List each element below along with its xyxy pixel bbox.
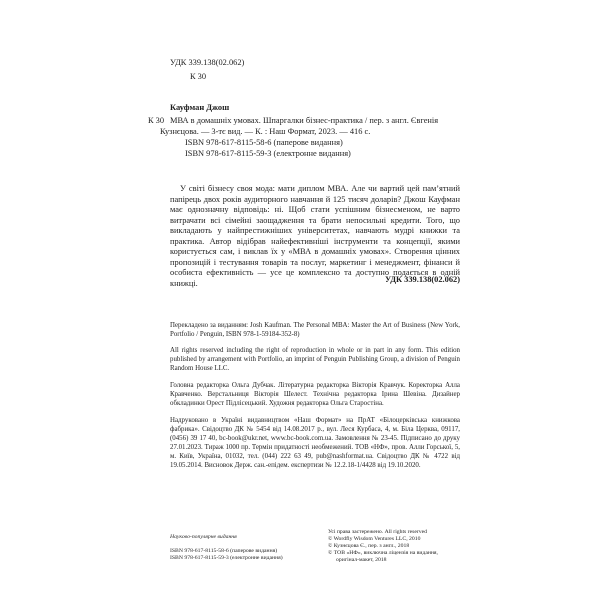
card-side-code: К 30 bbox=[148, 116, 165, 125]
copyright-line: Усі права застережено. All rights reserved bbox=[328, 529, 427, 535]
credits-translation: Перекладено за виданням: Josh Kaufman. The Personal MBA: Master the Art of Business (New York, Portfolio / Penguin, ISBN 978-1-59184-352-8) bbox=[170, 322, 460, 339]
header-udc: УДК 339.138(02.062) bbox=[170, 58, 245, 67]
abstract-udc: УДК 339.138(02.062) bbox=[384, 275, 460, 284]
card-isbn-line: ISBN 978-617-8115-59-3 (електронне видання) bbox=[185, 148, 351, 158]
credits-editors: Головна редакторка Ольга Дубчак. Літературна редакторка Вікторія Кравчук. Коректорка Алла Кравченко. Верстальниця Вікторія Шелест. Технічна редакторка Ірина Шевіна. Дизайнер обкладинки Орест Підлісецький. Художня редакторка Ольга Старостіна. bbox=[170, 382, 460, 408]
card-isbn-line: ISBN 978-617-8115-58-6 (паперове видання) bbox=[185, 138, 343, 147]
card-desc-line: МВА в домашніх умовах. Шпаргалки бізнес-практика / пер. з англ. Євгенія bbox=[170, 116, 439, 125]
footer-isbn-line: ISBN 978-617-8115-59-3 (електронне видання) bbox=[170, 555, 283, 562]
footer-isbn-list bbox=[170, 548, 283, 562]
copyright-line: © ТОВ «НФ», виключна ліцензія на видання, bbox=[328, 550, 438, 557]
copyright-line: оригінал-макет, 2018 bbox=[336, 557, 387, 564]
footer-isbn-line: ISBN 978-617-8115-58-6 (паперове видання) bbox=[170, 548, 278, 554]
credits-rights: All rights reserved including the right of reproduction in whole or in part in any form. This edition published by arrangement with Portfolio, an imprint of Penguin Publishing Group, a division of Penguin Random House LLC. bbox=[170, 347, 460, 373]
footer-copyright bbox=[320, 529, 438, 564]
card-desc-line: Кузнєцова. — 3-тє вид. — К. : Наш Формат, 2023. — 416 с. bbox=[160, 126, 371, 136]
credits-printing: Надруковано в Україні видавництвом «Наш Формат» на ПрАТ «Білоцерківська книжкова фабрика». Свідоцтво ДК № 5454 від 14.08.2017 р., вул. Леся Курбаса, 4, м. Біла Церква, 09117, (0456) 39 17 40, bc-book@ukr.net, www.bc-book.com.ua. Замовлення № 23-45. Підписано до друку 27.01.2023. Тираж 1000 пр. Термін придатності необмежений. ТОВ «НФ», пров. Алли Горської, 5, м. Київ, Україна, 01032, тел. (044) 222 63 49, pub@nashformat.ua. Свідоцтво ДК № 4722 від 19.05.2014. Висновок Держ. сан.-епідем. експертизи № 12.2.18-1/4428 від 19.10.2020. bbox=[170, 417, 460, 470]
card-author: Кауфман Джош bbox=[170, 103, 230, 112]
card-description bbox=[160, 116, 460, 137]
footer-genre: Науково-популярне видання bbox=[170, 534, 237, 540]
card-isbn-list bbox=[185, 138, 351, 159]
copyright-line: © Кузнєцова Є., пер. з англ., 2018 bbox=[328, 543, 410, 550]
copyright-line: © Wordfly Wisdom Ventures LLC, 2010 bbox=[328, 536, 421, 543]
header-code: К 30 bbox=[190, 72, 207, 81]
abstract-text: У світі бізнесу своя мода: мати диплом МВА. Але чи вартий цей пам’ятний папірець двох років аудиторного навчання й 125 тисяч доларів? Джош Кауфман має однозначну відповідь: ні. Щоб стати успішним бізнесменом, не варто витрачати всі сімейні заощадження та брати непосильні кредити. Того, що викладають у найпрестижніших університетах, навчають мудрі книжки та практика. Автор відібрав найефективніші інструменти та концепції, якими користується сам, і виклав їх у «МВА в домашніх умовах». Створення цінних пропозицій і тестування товарів та послуг, маркетинг і менеджмент, фінанси й особиста ефективність — усе це комплексно та доступно подається в одній книжці. bbox=[170, 184, 460, 288]
